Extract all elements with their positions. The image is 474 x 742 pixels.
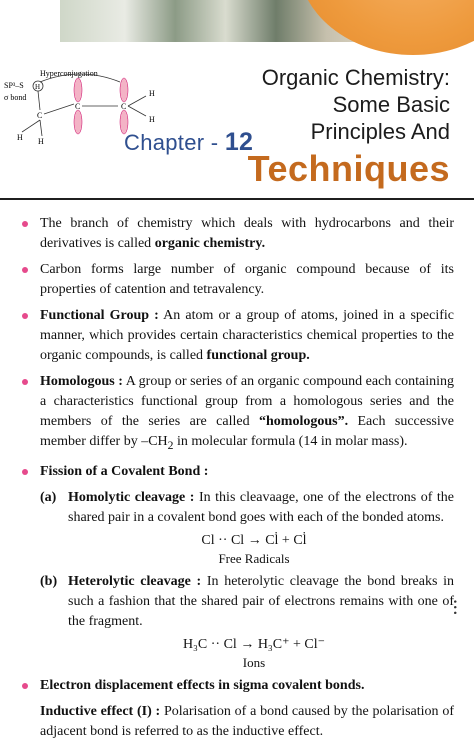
notes-content [14,214,454,742]
diagram-atom-h3: H [38,137,44,146]
note-fission-heading: Fission of a Covalent Bond : [14,462,454,482]
note-homolytic: (a) Homolytic cleavage : In this cleavaage, one of the electrons of the shared pair in a covalent bond goes with each of the bonded atoms. [40,489,454,525]
diagram-atom-h4: H [149,89,155,98]
note-organic-chemistry: The branch of chemistry which deals with hydrocarbons and their derivatives is called organic chemistry. [14,214,454,254]
diagram-sp3s-label: SP³–S [4,81,24,90]
diagram-atom-c3: C [121,102,127,111]
note-inductive-effect: Inductive effect (I) : Polarisation of a bond caused by the polarisation of adjacent bond is referred to as the inductive effect. [40,703,454,739]
equation-homolytic-formula: Cl ·· Cl → Cl̇ + Cl̇ [201,532,307,548]
equation-homolytic [54,532,454,568]
note-heterolytic: (b) Heterolytic cleavage : In heterolytic cleavage the bond breaks in such a fashion that the shared pair of electrons remains with one of the fragment. [40,573,454,629]
chapter-title [262,64,450,145]
title-line-1: Organic Chemistry: [261,65,450,90]
marker-b: (b) [40,573,58,589]
marker-a: (a) [40,489,57,505]
title-main: Techniques [247,148,450,189]
chapter-label [124,128,253,157]
equation-heterolytic-formula: H₃C ·· Cl → H₃C⁺ + Cl⁻ [182,636,326,652]
diagram-atom-c2: C [75,102,81,111]
diagram-hyperconjugation-label: Hyperconjugation [40,69,98,78]
diagram-atom-h: H [35,83,41,91]
diagram-atom-h5: H [149,115,155,124]
equation-heterolytic [54,636,454,672]
note-carbon-compounds: Carbon forms large number of organic compound because of its properties of catention and tetravalency. [14,260,454,300]
chapter-number: 12 [224,128,254,156]
diagram-sigma-label: σ bond [4,93,27,102]
note-electron-displacement: Electron displacement effects in sigma covalent bonds. [14,676,454,696]
title-line-2: Some Basic [332,92,450,117]
equation-homolytic-caption: Free Radicals [218,550,290,566]
title-line-3: Principles And [310,119,450,144]
diagram-atom-c: C [37,111,43,120]
note-homologous: Homologous : A group or series of an organic compound each containing a characteristics functional group from a homologous series and the members of the series are called “homologous”. Each successive member differ by $-CH_2$ in molecular formula (14 in molar mass). [14,372,454,456]
margin-watermark: • • • [450,600,460,615]
chapter-header [0,0,474,200]
equation-heterolytic-caption: Ions [242,654,266,670]
note-functional-group: Functional Group : An atom or a group of atoms, joined in a specific manner, which provides certain characteristics chemical properties to the organic compounds, is called functional group. [14,306,454,366]
chapter-prefix: Chapter - [124,130,225,155]
header-divider [0,198,474,200]
diagram-atom-h2: H [17,133,23,142]
